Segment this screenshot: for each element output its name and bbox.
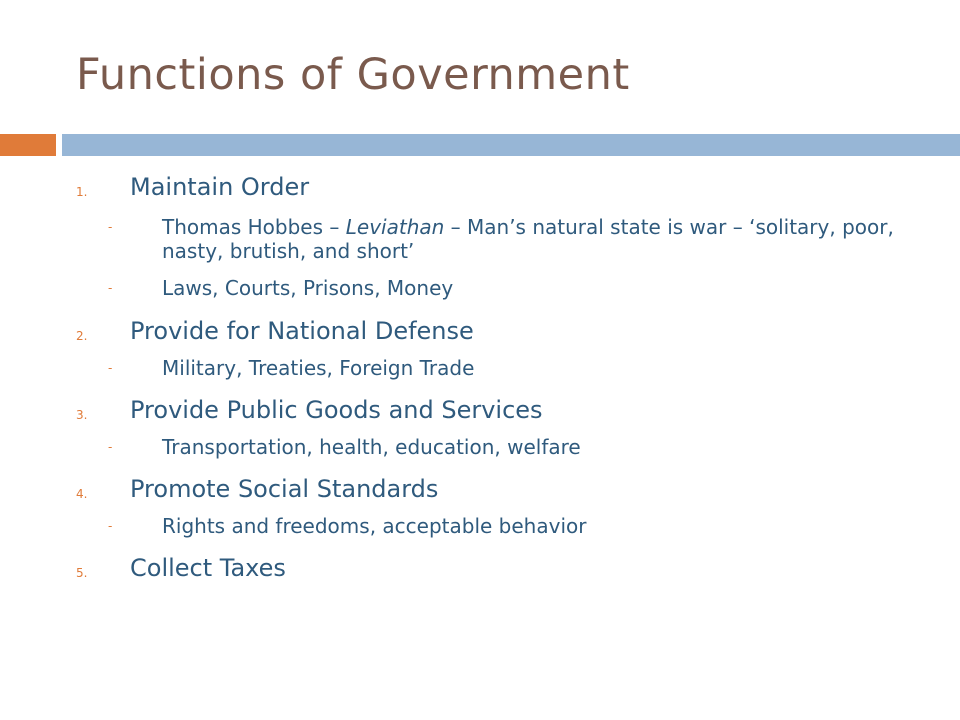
list-item [0, 314, 960, 380]
sub-list [0, 215, 960, 300]
item-number: 1. [76, 185, 88, 199]
sub-item [0, 435, 960, 459]
sub-item-text: Rights and freedoms, acceptable behavior [162, 514, 587, 538]
slide-title: Functions of Government [76, 50, 630, 100]
item-number: 5. [76, 566, 88, 580]
sub-item [0, 356, 960, 380]
sub-bullet: - [108, 281, 113, 295]
sub-bullet: - [108, 440, 113, 454]
sub-item [0, 215, 960, 263]
sub-list [0, 356, 960, 380]
list-item [0, 170, 960, 300]
list-item [0, 472, 960, 538]
function-list [0, 170, 960, 585]
book-title: Leviathan [345, 215, 445, 239]
header-bar [62, 134, 960, 156]
item-number: 2. [76, 329, 88, 343]
item-heading: Provide Public Goods and Services [130, 396, 543, 424]
item-heading: Maintain Order [130, 173, 310, 201]
item-number: 4. [76, 487, 88, 501]
item-heading: Collect Taxes [130, 554, 286, 582]
sub-item-text: Laws, Courts, Prisons, Money [162, 276, 454, 300]
item-heading: Promote Social Standards [130, 475, 439, 503]
accent-bar [0, 134, 56, 156]
sub-bullet: - [108, 519, 113, 533]
list-item [0, 551, 960, 585]
sub-text-suffix: – Man’s natural state is war – ‘solitary, poor, nasty, brutish, and short’ [162, 215, 894, 263]
sub-item [0, 276, 960, 300]
sub-bullet: - [108, 361, 113, 375]
item-number: 3. [76, 408, 88, 422]
sub-item [0, 514, 960, 538]
sub-item-text: Military, Treaties, Foreign Trade [162, 356, 475, 380]
list-item [0, 393, 960, 459]
sub-text-prefix: Thomas Hobbes – [162, 215, 346, 239]
sub-item-text [0, 215, 960, 263]
sub-item-text: Transportation, health, education, welfare [162, 435, 581, 459]
sub-list [0, 435, 960, 459]
item-heading: Provide for National Defense [130, 317, 474, 345]
sub-bullet: - [108, 220, 113, 234]
sub-list [0, 514, 960, 538]
